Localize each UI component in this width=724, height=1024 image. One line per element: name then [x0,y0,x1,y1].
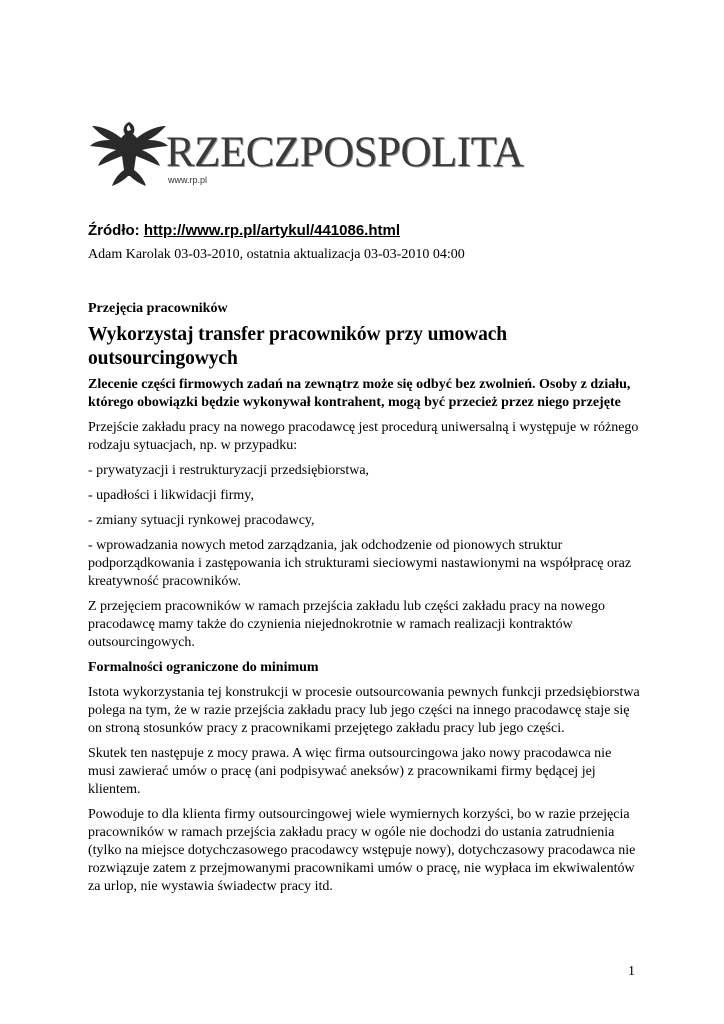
paragraph: Skutek ten następuje z mocy prawa. A więc firma outsourcingowa jako nowy pracodawca nie musi zawierać umów o pracę (ani podpisywać aneksów) z pracownikami firmy będącej jej klientem. [88,746,612,797]
eagle-emblem-icon [88,114,170,192]
source-line [88,222,400,239]
masthead-logo [88,114,524,194]
article-body [88,246,640,896]
paragraph: Istota wykorzystania tej konstrukcji w procesie outsourcowania pewnych funkcji przedsiębiorstwa polega na tym, że w razie przejścia zakładu pracy lub jego części na innego pracodawcę staje się on stroną stosunków pracy z pracownikami przejętego zakładu pracy lub jego części. [88,685,640,736]
paragraph: Powoduje to dla klienta firmy outsourcingowej wiele wymiernych korzyści, bo w razie przejęcia pracowników w ramach przejścia zakładu pracy w ogóle nie dochodzi do ustania zatrudnienia (tylko na miejsce dotychczasowego pracodawcy wstępuje nowy), dotychczasowy pracodawca nie rozwiązuje zatem z przejmowanymi pracownikami umów o pracę, nie wypłaca im ekwiwalentów za urlop, nie wystawia świadectw pracy itd. [88,807,636,894]
source-label: Źródło: [88,222,140,239]
article-category: Przejęcia pracowników [88,301,228,316]
list-item: - wprowadzania nowych metod zarządzania, jak odchodzenie od pionowych struktur podporządkowania i zastępowania ich strukturami sieciowymi nastawionymi na współpracę oraz kreatywność pracowników. [88,538,632,589]
section-subheading: Formalności ograniczone do minimum [88,660,319,675]
paragraph: Przejście zakładu pracy na nowego pracodawcę jest procedurą uniwersalną i występuje w różnego rodzaju sytuacjach, np. w przypadku: [88,420,639,453]
list-item: - upadłości i likwidacji firmy, [88,488,254,503]
paragraph: Z przejęciem pracowników w ramach przejścia zakładu lub części zakładu pracy na nowego pracodawcę mamy także do czynienia niejednokrotnie w ramach realizacji kontraktów outsourcingowych. [88,599,605,650]
article-headline: Wykorzystaj transfer pracowników przy umowach outsourcingowych [88,324,508,369]
page-number: 1 [628,964,635,979]
list-item: - prywatyzacji i restrukturyzacji przedsiębiorstwa, [88,463,370,478]
list-item: - zmiany sytuacji rynkowej pracodawcy, [88,513,315,528]
article-lead: Zlecenie części firmowych zadań na zewnątrz może się odbyć bez zwolnień. Osoby z działu, którego obowiązki będzie wykonywał kontrahent, mogą być przecież przez niego przejęte [88,377,631,410]
source-link[interactable]: http://www.rp.pl/artykul/441086.html [143,222,400,239]
logo-wordmark: RZECZPOSPOLITA [166,129,524,176]
logo-url-text: www.rp.pl [168,175,208,185]
byline: Adam Karolak 03-03-2010, ostatnia aktualizacja 03-03-2010 04:00 [88,247,465,262]
logo-url [168,175,207,185]
